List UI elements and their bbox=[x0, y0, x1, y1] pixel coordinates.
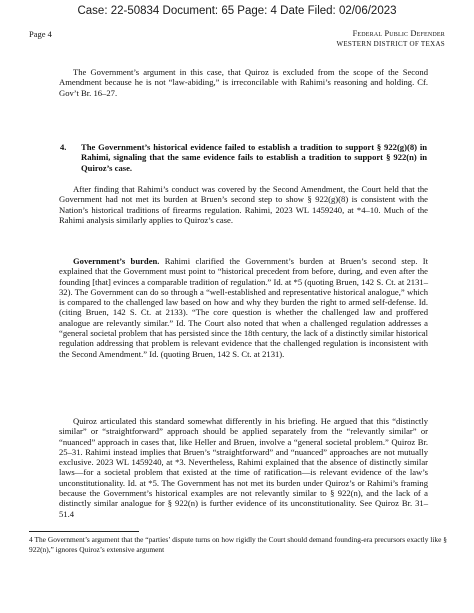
paragraph-3-text: Rahimi clarified the Government’s burden at Bruen’s second step. It explained that the Government must point to “historical precedent from before, during, and even after the founding [that] evinces a comparable tradition of regulation.” Id. at *5 (quoting Bruen, 142 S. Ct. at 2131–32). The Government can do so through a “well-established and representative historical analogue,” which is compared to the challenged law based on how and why they burden the right to armed self-defense. Id. (citing Bruen, 142 S. Ct. at 2133). “The core question is whether the challenged law and proffered analogue are relevantly similar.” Id. The Court also noted that when a challenged regulation addresses a “general societal problem that has persisted since the 18th century, the lack of a distinctly similar historical regulation addressing that problem is relevant evidence that the challenged regulation is inconsistent with the Second Amendment.” Id. (quoting Bruen, 142 S. Ct. at 2131). bbox=[59, 256, 428, 359]
paragraph-4 bbox=[59, 416, 428, 519]
office-name: Federal Public Defender bbox=[352, 29, 445, 38]
district-name: WESTERN DISTRICT OF TEXAS bbox=[336, 40, 445, 48]
ecf-filing-header: Case: 22-50834 Document: 65 Page: 4 Date Filed: 02/06/2023 bbox=[77, 5, 397, 17]
paragraph-1-text: The Government’s argument in this case, that Quiroz is excluded from the scope of the Second Amendment because he is not “law-abiding,” is irreconcilable with Rahimi’s reasoning and holding. Cf. Gov’t Br. 16–27. bbox=[59, 67, 428, 98]
page-label: Page 4 bbox=[29, 29, 52, 39]
footnote-rule bbox=[29, 531, 139, 532]
paragraph-3-lead: Government’s burden. bbox=[73, 256, 160, 266]
paragraph-3 bbox=[59, 256, 428, 359]
paragraph-2 bbox=[59, 184, 428, 225]
paragraph-4-text: Quiroz articulated this standard somewhat differently in his briefing. He argued that this “distinctly similar” or “straightforward” approach should be applied separately from the “relevantly similar” or “nuanced” approach in cases that, like Heller and Bruen, involve a “general societal problem.” Quiroz Br. 25–31. Rahimi instead implies that Bruen’s “straightforward” and “nuanced” approaches are not mutually exclusive. 2023 WL 1459240, at *3. Nevertheless, Rahimi explained that the absence of distinctly similar laws—for a societal problem that existed at the time of ratification—is relevant evidence of the law’s unconstitutionality. Id. at *5. The Government has not met its burden under Quiroz’s or Rahimi’s framing because the Government’s historical examples are not relevantly similar to § 922(n), and the lack of a distinctly similar analogue for § 922(n) is further evidence of its unconstitutionality. See Quiroz Br. 31–51.4 bbox=[59, 416, 428, 519]
footnote: 4 The Government’s argument that the “parties’ dispute turns on how rigidly the Court should demand founding-era precursors exactly like § 922(n),” ignores Quiroz’s extensive argument bbox=[29, 535, 447, 554]
section-heading: The Government’s historical evidence failed to establish a tradition to support § 922(g)(8) in Rahimi, signaling that the same evidence fails to establish a tradition to support § 922(n) in Quiroz’s case. bbox=[81, 142, 427, 173]
paragraph-1 bbox=[59, 67, 428, 98]
heading-number: 4. bbox=[60, 142, 67, 152]
paragraph-2-text: After finding that Rahimi’s conduct was covered by the Second Amendment, the Court held that the Government had not met its burden at Bruen’s second step to show § 922(g)(8) is consistent with the Nation’s historical traditions of firearms regulation. Rahimi, 2023 WL 1459240, at *4–10. Much of the Rahimi analysis similarly applies to Quiroz’s case. bbox=[59, 184, 428, 225]
